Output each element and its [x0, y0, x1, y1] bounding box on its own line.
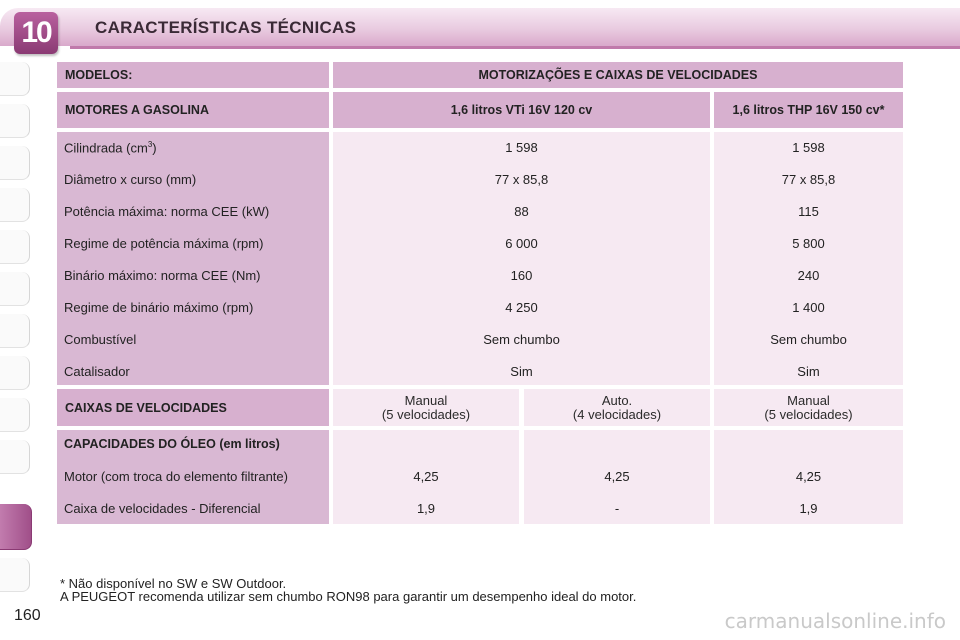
oil-value: 4,25 [604, 469, 630, 484]
chapter-tab-active[interactable] [0, 504, 32, 550]
spec-label: Diâmetro x curso (mm) [64, 172, 197, 187]
spec-value: 6 000 [505, 236, 538, 251]
oil-label: Motor (com troca do elemento filtrante) [64, 469, 288, 484]
spec-value: 1 598 [505, 140, 538, 155]
spec-value: 160 [510, 268, 533, 283]
oil-value: 1,9 [416, 501, 436, 516]
chapter-tabs [0, 62, 34, 582]
spec-label: Potência máxima: norma CEE (kW) [64, 204, 270, 219]
gearbox-label: CAIXAS DE VELOCIDADES [65, 400, 227, 415]
spec-value: 77 x 85,8 [494, 172, 549, 187]
models-label: MODELOS: [65, 68, 133, 82]
gearbox-cell [333, 389, 519, 426]
models-header: MOTORIZAÇÕES E CAIXAS DE VELOCIDADES [478, 68, 758, 82]
oil-value: 4,25 [795, 469, 822, 484]
header-divider [70, 46, 960, 49]
specs-engine-1-column [333, 132, 710, 385]
spec-label: Regime de potência máxima (rpm) [64, 236, 264, 251]
gearbox-speeds: (5 velocidades) [764, 406, 853, 422]
engine-2-header-cell [714, 92, 903, 128]
spec-label: Cilindrada $(cm^3)$ [64, 140, 157, 156]
chapter-tab[interactable] [0, 230, 30, 264]
spec-value: 115 [798, 204, 819, 219]
spec-value: 4 250 [505, 300, 538, 315]
chapter-tab[interactable] [0, 62, 30, 96]
oil-value: - [614, 501, 620, 516]
chapter-tab[interactable] [0, 146, 30, 180]
chapter-tab[interactable] [0, 314, 30, 348]
engine-1-header: 1,6 litros VTi 16V 120 cv [450, 103, 593, 117]
gearbox-type: Manual [787, 392, 830, 408]
spec-value: Sem chumbo [770, 332, 847, 347]
chapter-badge: 10 [14, 12, 58, 54]
gearbox-label-cell [57, 389, 329, 426]
spec-label: Regime de binário máximo (rpm) [64, 300, 254, 315]
spec-value: 240 [797, 268, 820, 283]
models-header-cell [333, 62, 903, 88]
spec-label: Catalisador [64, 364, 130, 379]
gearbox-type: Manual [404, 392, 448, 408]
chapter-tab[interactable] [0, 272, 30, 306]
chapter-tab[interactable] [0, 356, 30, 390]
chapter-tab[interactable] [0, 558, 30, 592]
oil-value: 4,25 [413, 469, 439, 484]
oil-heading: CAPACIDADES DO ÓLEO (em litros) [64, 437, 280, 451]
engines-label-cell [57, 92, 329, 128]
models-label-cell [57, 62, 329, 88]
spec-label: Binário máximo: norma CEE (Nm) [64, 268, 261, 283]
chapter-tab[interactable] [0, 398, 30, 432]
oil-label: Caixa de velocidades - Diferencial [64, 501, 261, 516]
gearbox-type: Auto. [601, 392, 633, 408]
chapter-tab[interactable] [0, 440, 30, 474]
engine-1-header-cell [333, 92, 710, 128]
page-title: CARACTERÍSTICAS TÉCNICAS [95, 18, 357, 37]
watermark: carmanualsonline.info [724, 609, 946, 633]
spec-value: Sim [797, 364, 820, 379]
spec-value: Sem chumbo [483, 332, 560, 347]
gearbox-speeds: (4 velocidades) [572, 406, 662, 422]
spec-value: 1 598 [792, 140, 825, 155]
gearbox-speeds: (5 velocidades) [381, 406, 471, 422]
chapter-tab[interactable] [0, 104, 30, 138]
engine-2-header: 1,6 litros THP 16V 150 cv* [732, 103, 885, 117]
chapter-tab[interactable] [0, 188, 30, 222]
specs-engine-2-column [714, 132, 903, 385]
spec-value: 1 400 [792, 300, 825, 315]
specs-label-column [57, 132, 329, 385]
footnote-line-2: A PEUGEOT recomenda utilizar sem chumbo RON98 para garantir um desempenho ideal do motor. [60, 589, 637, 604]
spec-value: 88 [514, 204, 529, 219]
engines-label: MOTORES A GASOLINA [65, 103, 209, 117]
spec-value: 77 x 85,8 [781, 172, 836, 187]
spec-label: Combustível [64, 332, 137, 347]
oil-value: 1,9 [799, 501, 818, 516]
spec-value: Sim [510, 364, 533, 379]
spec-value: 5 800 [792, 236, 825, 251]
gearbox-cell [524, 389, 710, 426]
footnote [60, 577, 636, 603]
gearbox-cell [714, 389, 903, 426]
footnote-line-1: * Não disponível no SW e SW Outdoor. [60, 576, 287, 591]
page-number: 160 [14, 607, 41, 624]
